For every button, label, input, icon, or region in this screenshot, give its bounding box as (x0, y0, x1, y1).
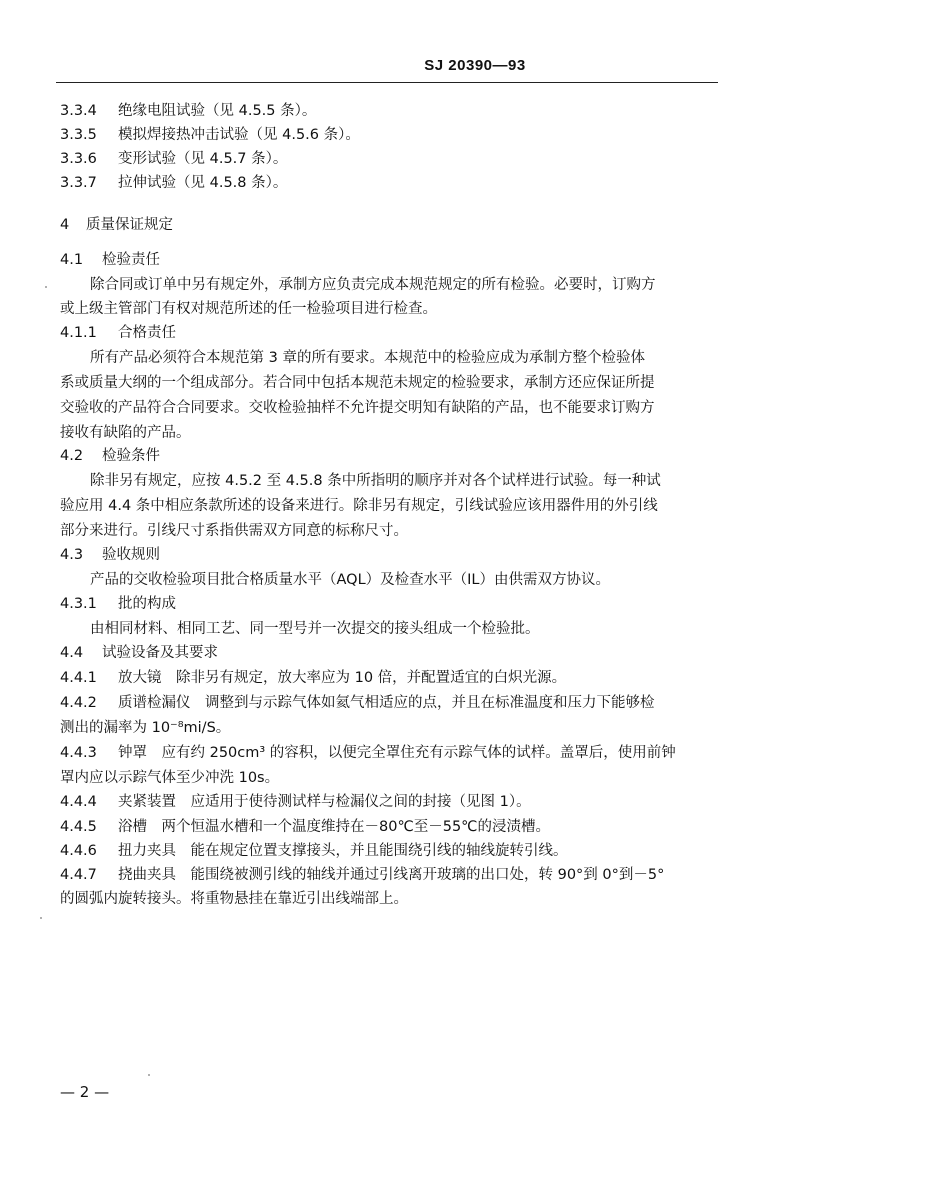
paragraph-line: 除合同或订单中另有规定外，承制方应负责完成本规范规定的所有检验。必要时，订购方 (90, 277, 656, 293)
clause-text: 模拟焊接热冲击试验（见 4.5.6 条）。 (118, 127, 360, 143)
paragraph-line: 测出的漏率为 10⁻⁸mi/S。 (60, 720, 231, 736)
section-title: 质量保证规定 (86, 217, 173, 233)
clause-number: 3.3.7 (60, 175, 97, 191)
paragraph-line: 接收有缺陷的产品。 (60, 425, 191, 441)
section-heading (60, 215, 730, 235)
clause-line (60, 149, 730, 169)
page-number: — 2 — (60, 1083, 110, 1101)
clause-heading (60, 446, 730, 466)
clause-heading (60, 323, 730, 343)
paragraph-line: 产品的交收检验项目批合格质量水平（AQL）及检查水平（IL）由供需双方协议。 (90, 572, 611, 588)
clause-text: 质谱检漏仪 调整到与示踪气体如氦气相适应的点，并且在标准温度和压力下能够检 (118, 695, 655, 711)
clause-text: 浴槽 两个恒温水槽和一个温度维持在－80℃至－55℃的浸渍槽。 (118, 819, 550, 835)
clause-number: 4.3.1 (60, 596, 97, 612)
clause-number: 4.1 (60, 252, 84, 268)
clause-text: 放大镜 除非另有规定，放大率应为 10 倍，并配置适宜的白炽光源。 (118, 670, 567, 686)
clause-number: 3.3.6 (60, 151, 97, 167)
clause-text: 钟罩 应有约 250cm³ 的容积，以便完全罩住充有示踪气体的试样。盖罩后，使用前钟 (118, 745, 676, 761)
scan-speck (148, 1074, 150, 1076)
clause-heading (60, 250, 730, 270)
paragraph-line: 所有产品必须符合本规范第 3 章的所有要求。本规范中的检验应成为承制方整个检验体 (90, 350, 645, 366)
clause-line (60, 101, 730, 121)
clause-number: 3.3.4 (60, 103, 97, 119)
clause-number: 4.4.1 (60, 670, 97, 686)
paragraph-line: 或上级主管部门有权对规范所述的任一检验项目进行检查。 (60, 301, 437, 317)
header-rule (56, 82, 718, 83)
clause-text: 变形试验（见 4.5.7 条）。 (118, 151, 288, 167)
clause-text: 挠曲夹具 能围绕被测引线的轴线并通过引线离开玻璃的出口处，转 90°到 0°到－5° (118, 867, 665, 883)
clause-title: 合格责任 (118, 325, 176, 341)
clause-line (60, 792, 730, 812)
paragraph-line: 交验收的产品符合合同要求。交收检验抽样不允许提交明知有缺陷的产品，也不能要求订购方 (60, 400, 655, 416)
clause-line (60, 817, 730, 837)
clause-number: 4.4.5 (60, 819, 97, 835)
page-header: SJ 20390—93 (424, 57, 526, 74)
paragraph-line: 罩内应以示踪气体至少冲洗 10s。 (60, 770, 280, 786)
clause-line (60, 668, 730, 688)
clause-line (60, 125, 730, 145)
clause-number: 4.1.1 (60, 325, 97, 341)
clause-title: 批的构成 (118, 596, 176, 612)
clause-number: 4.4.2 (60, 695, 97, 711)
clause-number: 4.4.4 (60, 794, 97, 810)
clause-title: 检验条件 (102, 448, 160, 464)
paragraph-line: 系或质量大纲的一个组成部分。若合同中包括本规范未规定的检验要求，承制方还应保证所提 (60, 375, 655, 391)
scan-speck (40, 917, 42, 919)
clause-text: 扭力夹具 能在规定位置支撑接头，并且能围绕引线的轴线旋转引线。 (118, 843, 568, 859)
clause-text: 夹紧装置 应适用于使待测试样与检漏仪之间的封接（见图 1）。 (118, 794, 531, 810)
clause-number: 4.2 (60, 448, 84, 464)
clause-line (60, 693, 730, 713)
paragraph-line: 除非另有规定，应按 4.5.2 至 4.5.8 条中所指明的顺序并对各个试样进行试验。每一种试 (90, 473, 661, 489)
clause-title: 检验责任 (102, 252, 160, 268)
clause-line (60, 173, 730, 193)
clause-heading (60, 643, 730, 663)
clause-number: 4.4 (60, 645, 84, 661)
paragraph-line: 的圆弧内旋转接头。将重物悬挂在靠近引出线端部上。 (60, 891, 408, 907)
clause-line (60, 865, 730, 885)
clause-line (60, 743, 730, 763)
clause-number: 3.3.5 (60, 127, 97, 143)
clause-number: 4.4.7 (60, 867, 97, 883)
clause-line (60, 841, 730, 861)
paragraph-line: 验应用 4.4 条中相应条款所述的设备来进行。除非另有规定，引线试验应该用器件用的外引线 (60, 498, 658, 514)
paragraph-line: 部分来进行。引线尺寸系指供需双方同意的标称尺寸。 (60, 523, 408, 539)
clause-heading (60, 545, 730, 565)
section-number: 4 (60, 217, 70, 233)
clause-title: 试验设备及其要求 (102, 645, 218, 661)
clause-number: 4.3 (60, 547, 84, 563)
clause-title: 验收规则 (102, 547, 160, 563)
scan-speck (45, 286, 47, 288)
clause-text: 拉伸试验（见 4.5.8 条）。 (118, 175, 288, 191)
paragraph-line: 由相同材料、相同工艺、同一型号并一次提交的接头组成一个检验批。 (90, 621, 540, 637)
clause-heading (60, 594, 730, 614)
clause-text: 绝缘电阻试验（见 4.5.5 条）。 (118, 103, 317, 119)
clause-number: 4.4.3 (60, 745, 97, 761)
clause-number: 4.4.6 (60, 843, 97, 859)
